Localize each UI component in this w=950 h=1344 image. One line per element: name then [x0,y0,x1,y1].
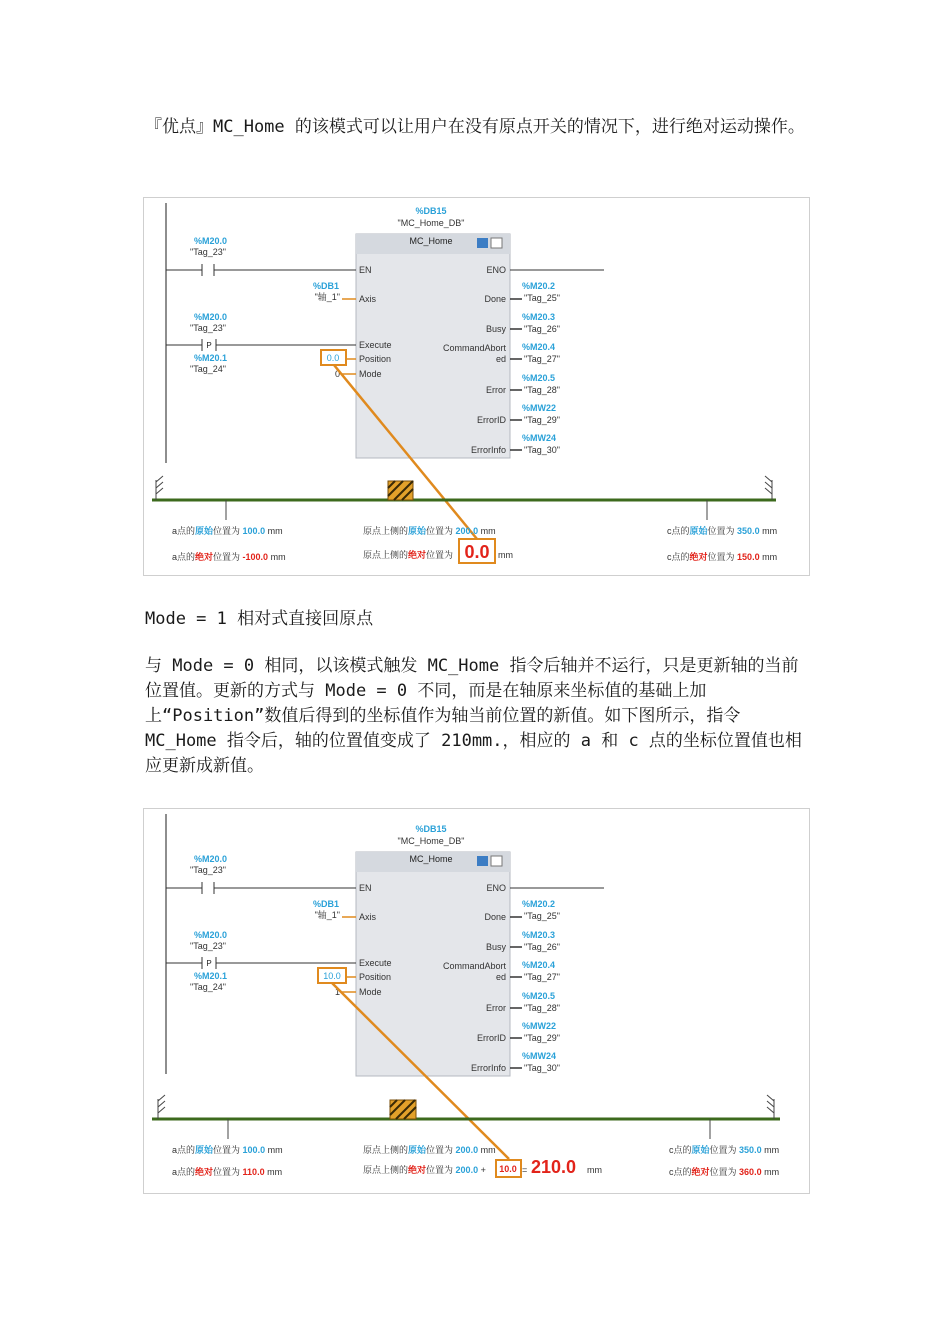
block-icon[interactable] [477,238,488,248]
pin-mode: Mode [359,369,382,379]
pin-errorid: ErrorID [477,415,506,425]
pin-errorinfo: ErrorInfo [470,1063,506,1073]
errorid-address: %MW22 [522,403,557,413]
execute-address: %M20.0 [194,930,228,940]
c-absolute-label: c点的绝对位置为 360.0 mm [669,1167,780,1177]
busy-address: %M20.3 [522,930,556,940]
a-original-label: a点的原始位置为 100.0 mm [172,526,283,536]
pin-commandaborted-2: ed [495,972,506,982]
error-address: %M20.5 [522,373,556,383]
contact-tag: "Tag_23" [190,247,226,257]
db-name: "MC_Home_DB" [397,218,465,228]
pin-mode: Mode [359,987,382,997]
p-contact: P [206,341,212,350]
m201-address: %M20.1 [194,353,228,363]
origin-absolute-unit: mm [498,550,513,560]
cmd-tag: "Tag_27" [524,972,560,982]
error-address: %M20.5 [522,991,556,1001]
db-address: %DB15 [415,824,447,834]
origin-absolute-label: 原点上侧的绝对位置为 200.0 + [363,1165,486,1175]
errorinfo-tag: "Tag_30" [524,1063,560,1073]
m201-tag: "Tag_24" [190,364,226,374]
contact-address: %M20.0 [194,854,228,864]
execute-tag: "Tag_23" [190,941,226,951]
done-address: %M20.2 [522,281,556,291]
axis-address: %DB1 [312,281,339,291]
origin-absolute-value: 210.0 [531,1157,577,1177]
errorinfo-address: %MW24 [522,1051,557,1061]
pin-position: Position [359,354,392,364]
errorinfo-address: %MW24 [522,433,557,443]
errorid-address: %MW22 [522,1021,557,1031]
block-settings-icon[interactable] [491,856,502,866]
errorid-tag: "Tag_29" [524,415,560,425]
a-absolute-label: a点的绝对位置为 110.0 mm [172,1167,283,1177]
figure-mode0 [143,197,810,576]
a-absolute-label: a点的绝对位置为 -100.0 mm [172,552,286,562]
m201-tag: "Tag_24" [190,982,226,992]
done-tag: "Tag_25" [524,911,560,921]
position-value[interactable]: 10.0 [323,971,341,981]
busy-tag: "Tag_26" [524,942,560,952]
pin-commandaborted-1: CommandAbort [442,961,506,971]
pin-axis: Axis [359,912,377,922]
errorid-tag: "Tag_29" [524,1033,560,1043]
axis-name: "轴_1" [314,292,340,302]
a-original-label: a点的原始位置为 100.0 mm [172,1145,283,1155]
p-contact: P [206,959,212,968]
origin-equals: = [522,1165,528,1175]
pin-commandaborted-1: CommandAbort [442,343,506,353]
db-name: "MC_Home_DB" [397,836,465,846]
pin-axis: Axis [359,294,377,304]
pin-en: EN [359,883,372,893]
pin-busy: Busy [485,942,506,952]
origin-original-label: 原点上侧的原始位置为 200.0 mm [363,1145,496,1155]
cmd-address: %M20.4 [522,960,556,970]
error-tag: "Tag_28" [524,1003,560,1013]
axis-address: %DB1 [312,899,339,909]
pin-en: EN [359,265,372,275]
done-address: %M20.2 [522,899,556,909]
intro-paragraph: 『优点』MC_Home 的该模式可以让用户在没有原点开关的情况下，进行绝对运动操作。 [145,117,805,137]
c-original-label: c点的原始位置为 350.0 mm [669,1145,780,1155]
m201-address: %M20.1 [194,971,228,981]
pin-position: Position [359,972,392,982]
block-icon[interactable] [477,856,488,866]
block-settings-icon[interactable] [491,238,502,248]
contact-address: %M20.0 [194,236,228,246]
pin-error: Error [486,385,506,395]
cmd-tag: "Tag_27" [524,354,560,364]
execute-tag: "Tag_23" [190,323,226,333]
origin-absolute-label: 原点上侧的绝对位置为 [363,550,454,560]
pin-errorinfo: ErrorInfo [470,445,506,455]
pin-eno: ENO [486,883,506,893]
c-absolute-label: c点的绝对位置为 150.0 mm [667,552,778,562]
block-title: MC_Home [409,236,453,246]
cmd-address: %M20.4 [522,342,556,352]
mode1-paragraph: 与 Mode = 0 相同，以该模式触发 MC_Home 指令后轴并不运行，只是更新轴的当前位置值。更新的方式与 Mode = 0 不同，而是在轴原来坐标值的基础上加上“Position”数值后得到的坐标值作为轴当前位置的新值。如下图所示，指令 MC_Home 指令后，轴的位置值变成了 210mm.，相应的 a 和 c 点的坐标位置值也相应更新成新值。 [145,656,802,776]
busy-address: %M20.3 [522,312,556,322]
done-tag: "Tag_25" [524,293,560,303]
block-title: MC_Home [409,854,453,864]
contact-tag: "Tag_23" [190,865,226,875]
pin-execute: Execute [359,958,392,968]
origin-absolute-value: 0.0 [464,542,490,562]
pin-eno: ENO [486,265,506,275]
origin-original-label: 原点上侧的原始位置为 200.0 mm [363,526,496,536]
db-address: %DB15 [415,206,447,216]
origin-absolute-unit: mm [587,1165,602,1175]
mode-value[interactable]: 1 [334,987,340,997]
mode-value[interactable]: 0 [334,369,340,379]
section-heading: Mode = 1 相对式直接回原点 [145,609,374,629]
axis-name: "轴_1" [314,910,340,920]
position-value[interactable]: 0.0 [326,353,340,363]
busy-tag: "Tag_26" [524,324,560,334]
execute-address: %M20.0 [194,312,228,322]
pin-commandaborted-2: ed [495,354,506,364]
figure-mode1 [143,808,810,1194]
origin-offset-value: 10.0 [499,1164,517,1174]
pin-done: Done [484,294,506,304]
error-tag: "Tag_28" [524,385,560,395]
pin-done: Done [484,912,506,922]
errorinfo-tag: "Tag_30" [524,445,560,455]
pin-errorid: ErrorID [477,1033,506,1043]
pin-busy: Busy [485,324,506,334]
pin-execute: Execute [359,340,392,350]
c-original-label: c点的原始位置为 350.0 mm [667,526,778,536]
pin-error: Error [486,1003,506,1013]
